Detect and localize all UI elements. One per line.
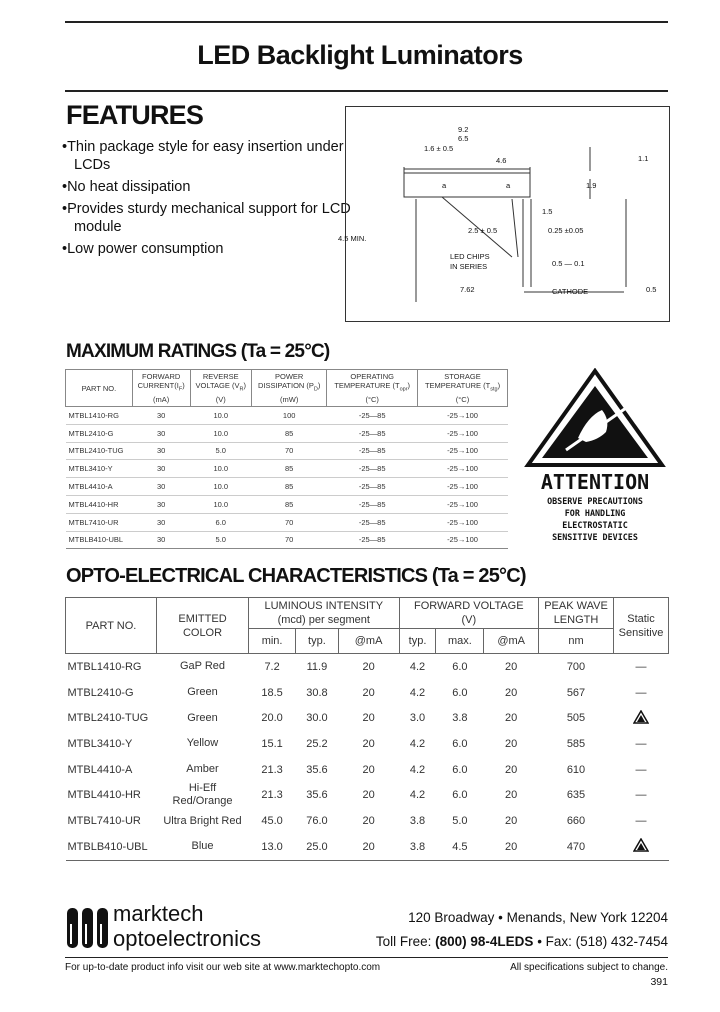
- mr-cell: MTBL1410-RG: [66, 407, 133, 425]
- opto-value: 20: [362, 712, 375, 725]
- opto-color-line: Green: [187, 711, 218, 724]
- mr-col-header: [418, 370, 508, 407]
- mr-cell: 70: [251, 531, 326, 549]
- dim-label: 6.5: [458, 134, 469, 143]
- mr-cell: -25—85: [327, 460, 418, 478]
- opto-static: [614, 834, 669, 860]
- web-note: For up-to-date product info visit our web site at www.marktechopto.com: [65, 962, 381, 973]
- opto-row: [66, 731, 669, 757]
- dim-label: 4.5 MIN.: [338, 234, 367, 243]
- opto-value: 11.9: [306, 660, 328, 673]
- opto-value: 660: [566, 815, 586, 828]
- mr-cell: -25—85: [327, 495, 418, 513]
- opto-part: MTBL4410-A: [67, 763, 133, 776]
- mr-cell: 85: [251, 478, 326, 496]
- max-ratings-heading: MAXIMUM RATINGS (Ta = 25°C): [66, 341, 330, 362]
- mr-row: [66, 460, 508, 478]
- dim-label: 1.5: [542, 207, 553, 216]
- mr-cell: 85: [251, 424, 326, 442]
- opto-value: 4.2: [409, 789, 426, 802]
- peak-header-line: PEAK WAVE: [544, 600, 608, 612]
- mr-col-header: [190, 370, 251, 407]
- fax: • Fax: (518) 432-7454: [533, 934, 668, 949]
- opto-row: [66, 680, 669, 706]
- mr-header-unit: (mA): [153, 394, 170, 404]
- dim-label: 9.2: [458, 125, 469, 134]
- opto-value: 20: [362, 737, 375, 750]
- opto-sub-header: typ.: [296, 629, 338, 654]
- opto-value: 30.0: [306, 712, 328, 725]
- esd-sensitive-icon: [633, 710, 649, 724]
- footer-rule: [65, 957, 668, 958]
- mr-header-line: ): [317, 381, 321, 391]
- opto-color-line: Ultra Bright Red: [163, 814, 242, 827]
- mr-header-line: FORWARD: [141, 372, 181, 382]
- mr-cell: 10.0: [190, 407, 251, 425]
- dim-label: CATHODE: [552, 287, 589, 296]
- opto-value: 20: [362, 789, 375, 802]
- dim-label: 0.25 ±0.05: [548, 226, 584, 235]
- opto-value: 505: [566, 712, 586, 725]
- opto-part: MTBLB410-UBL: [66, 834, 157, 860]
- mr-row: [66, 478, 508, 496]
- col-part: PART NO.: [66, 598, 157, 654]
- opto-value: 7.2: [264, 660, 280, 673]
- mr-cell: -25→100: [418, 531, 508, 549]
- opto-value: 4.5: [436, 834, 484, 860]
- mr-header-line: VOLTAGE (V: [195, 381, 240, 391]
- opto-value: 20: [362, 815, 375, 828]
- opto-value: 6.0: [452, 789, 468, 802]
- opto-sub-header: @mA: [484, 629, 539, 654]
- opto-value: 21.3: [261, 789, 283, 802]
- opto-value: 25.2: [306, 737, 328, 750]
- title-rule: [65, 90, 668, 92]
- mr-header-line: CURRENT(I: [137, 381, 179, 391]
- marktech-logo: [65, 904, 111, 953]
- attention-notice: [522, 368, 668, 543]
- opto-value: 15.1: [261, 737, 283, 750]
- opto-color: [157, 808, 249, 834]
- opto-value: 6.0: [452, 686, 468, 699]
- mr-cell: MTBL2410-TUG: [66, 442, 133, 460]
- opto-static: [614, 705, 669, 731]
- attention-title: ATTENTION: [540, 470, 650, 494]
- color-header-line: EMITTED: [178, 612, 227, 625]
- mr-cell: 30: [132, 513, 190, 531]
- opto-sub-header: max.: [436, 629, 484, 654]
- mr-header-unit: (°C): [365, 394, 379, 404]
- top-rule: [65, 21, 668, 23]
- opto-value: 20: [505, 815, 518, 828]
- mr-col-header: [251, 370, 326, 407]
- opto-color: [157, 757, 249, 783]
- mr-row: [66, 495, 508, 513]
- opto-color: [157, 834, 249, 860]
- mr-cell: 100: [251, 407, 326, 425]
- esd-sensitive-icon: [633, 838, 649, 852]
- opto-sub-header: @mA: [338, 629, 399, 654]
- mr-cell: 10.0: [190, 424, 251, 442]
- opto-value: 635: [566, 789, 586, 802]
- mr-cell: -25—85: [327, 407, 418, 425]
- dim-label: 2.5 ± 0.5: [468, 226, 498, 235]
- toll-free-number: (800) 98-4LEDS: [435, 934, 534, 949]
- led-logo-icon: [65, 904, 111, 948]
- mr-header-unit: (V): [215, 394, 226, 404]
- contact-line: [376, 934, 668, 949]
- dim-label: IN SERIES: [450, 262, 488, 271]
- mr-cell: -25—85: [327, 531, 418, 549]
- opto-value: 20: [362, 660, 375, 673]
- opto-static: —: [635, 815, 647, 828]
- opto-color-line: Blue: [191, 840, 214, 853]
- opto-static: —: [635, 763, 647, 776]
- address: 120 Broadway • Menands, New York 12204: [408, 910, 668, 925]
- mr-cell: 5.0: [190, 531, 251, 549]
- spec-note: All specifications subject to change.: [510, 962, 668, 973]
- opto-value: 21.3: [261, 763, 283, 776]
- opto-value: 25.0: [296, 834, 338, 860]
- fv-header-line: FORWARD VOLTAGE: [413, 600, 524, 612]
- mr-header-text: PART NO.: [81, 383, 117, 393]
- feature-item: • Thin package style for easy insertion under LCDs: [62, 138, 352, 174]
- max-ratings-table: [65, 369, 508, 549]
- features-heading: FEATURES: [66, 100, 204, 130]
- col-lum: [249, 598, 400, 629]
- mr-header-line: ): [497, 381, 501, 391]
- feature-item: • Provides sturdy mechanical support for LCD module: [62, 200, 352, 236]
- mr-row: [66, 531, 508, 549]
- mr-header-unit: (°C): [455, 394, 470, 404]
- opto-table: [65, 597, 669, 861]
- attention-line: FOR HANDLING: [564, 508, 626, 518]
- opto-part: MTBL1410-RG: [67, 660, 142, 673]
- opto-value: 13.0: [249, 834, 296, 860]
- chip-label: a: [442, 181, 447, 190]
- opto-value: 585: [566, 737, 586, 750]
- opto-color: [157, 705, 249, 731]
- mr-header-sub: R: [239, 386, 244, 393]
- mr-cell: 6.0: [190, 513, 251, 531]
- opto-part: MTBL4410-HR: [67, 789, 141, 802]
- col-fv: [399, 598, 538, 629]
- opto-value: 3.8: [409, 815, 426, 828]
- opto-color-line: GaP Red: [179, 660, 226, 673]
- mr-row: [66, 407, 508, 425]
- opto-value: 20: [505, 763, 518, 776]
- mr-header-line: POWER: [275, 372, 304, 382]
- opto-color: [157, 782, 249, 808]
- opto-value: 20: [362, 686, 375, 699]
- mr-row: [66, 424, 508, 442]
- opto-color-line: Green: [187, 686, 218, 699]
- color-header-line: COLOR: [182, 626, 223, 639]
- features-list: [62, 138, 352, 262]
- opto-part: MTBL7410-UR: [67, 815, 141, 828]
- mr-cell: 10.0: [190, 478, 251, 496]
- mr-header-line: DISSIPATION (P: [257, 381, 314, 391]
- mr-cell: -25→100: [418, 442, 508, 460]
- brand-line2: optoelectronics: [113, 926, 261, 951]
- opto-color-line: Red/Orange: [172, 795, 233, 808]
- mr-cell: 30: [132, 460, 190, 478]
- mr-cell: 30: [132, 495, 190, 513]
- opto-value: 45.0: [261, 815, 283, 828]
- opto-static: —: [635, 660, 647, 673]
- opto-value: 4.2: [409, 686, 426, 699]
- brand-line1: marktech: [113, 901, 204, 926]
- opto-value: 3.8: [399, 834, 436, 860]
- mr-header-line: STORAGE: [444, 372, 481, 382]
- opto-value: 76.0: [306, 815, 328, 828]
- mr-header-sub: stg: [490, 386, 498, 393]
- lum-header-line: (mcd) per segment: [277, 614, 370, 626]
- mr-cell: 70: [251, 513, 326, 531]
- feature-item: • Low power consumption: [62, 240, 352, 258]
- opto-color: [157, 731, 249, 757]
- opto-value: 610: [566, 763, 586, 776]
- mr-header-sub: F: [178, 386, 183, 393]
- mr-cell: MTBL3410-Y: [66, 460, 133, 478]
- opto-value: 6.0: [452, 763, 468, 776]
- dim-label: LED CHIPS: [450, 252, 490, 261]
- opto-value: 20: [505, 789, 518, 802]
- mr-col-header: [66, 370, 133, 407]
- opto-part: MTBL3410-Y: [67, 737, 133, 750]
- fv-header-line: (V): [461, 614, 477, 626]
- mr-header-line: ): [243, 381, 246, 391]
- page-title: LED Backlight Luminators: [197, 40, 523, 70]
- opto-value: 20: [362, 763, 375, 776]
- dim-label: 1.9: [586, 181, 597, 190]
- opto-value: 20: [484, 834, 539, 860]
- opto-color-line: Amber: [186, 763, 219, 776]
- opto-value: 470: [539, 834, 614, 860]
- dim-label: 1.6 ± 0.5: [424, 144, 454, 153]
- peak-header-line: LENGTH: [553, 614, 599, 626]
- opto-value: 4.2: [409, 763, 426, 776]
- feature-item: • No heat dissipation: [62, 178, 352, 196]
- mr-cell: -25—85: [327, 513, 418, 531]
- esd-warning-icon: [522, 368, 668, 468]
- mr-header-line: TEMPERATURE (T: [424, 381, 491, 391]
- opto-value: 5.0: [452, 815, 468, 828]
- opto-value: 20.0: [261, 712, 283, 725]
- opto-heading: OPTO-ELECTRICAL CHARACTERISTICS (Ta = 25°C): [66, 565, 526, 587]
- opto-value: 4.2: [409, 737, 426, 750]
- dim-label: 0.5 — 0.1: [552, 259, 585, 268]
- opto-part: MTBL2410-G: [67, 686, 134, 699]
- opto-sub-header: typ.: [399, 629, 436, 654]
- mr-cell: 10.0: [190, 460, 251, 478]
- opto-value: 3.8: [452, 712, 468, 725]
- opto-sub-header: min.: [249, 629, 296, 654]
- opto-value: 20: [505, 712, 518, 725]
- mr-cell: 70: [251, 442, 326, 460]
- mr-cell: -25→100: [418, 407, 508, 425]
- mr-header-line: REVERSE: [202, 372, 239, 382]
- opto-value: 3.0: [409, 712, 426, 725]
- dim-label: 4.6: [496, 156, 507, 165]
- static-header-line: Sensitive: [618, 626, 664, 639]
- lum-header-line: LUMINOUS INTENSITY: [264, 600, 384, 612]
- opto-value: 6.0: [452, 737, 468, 750]
- opto-value: 35.6: [306, 763, 328, 776]
- opto-value: 18.5: [261, 686, 283, 699]
- mr-cell: -25→100: [418, 478, 508, 496]
- mr-cell: -25→100: [418, 460, 508, 478]
- dim-label: 1.1: [638, 154, 649, 163]
- mr-cell: -25→100: [418, 495, 508, 513]
- opto-static: —: [635, 686, 647, 699]
- opto-value: 700: [566, 660, 586, 673]
- col-peak: [539, 598, 614, 629]
- mr-cell: 30: [132, 424, 190, 442]
- mr-cell: 5.0: [190, 442, 251, 460]
- toll-free-label: Toll Free:: [375, 934, 436, 949]
- mr-header-sub: opr: [399, 386, 408, 393]
- attention-line: SENSITIVE DEVICES: [552, 532, 638, 542]
- mr-row: [66, 442, 508, 460]
- mr-cell: 30: [132, 531, 190, 549]
- opto-value: 35.6: [306, 789, 328, 802]
- package-diagram: [338, 106, 670, 322]
- attention-line: OBSERVE PRECAUTIONS: [547, 496, 643, 506]
- mr-header-line: ): [407, 381, 411, 391]
- chip-label: a: [506, 181, 511, 190]
- mr-cell: 30: [132, 478, 190, 496]
- opto-row: [66, 654, 669, 680]
- opto-value: 4.2: [409, 660, 426, 673]
- opto-value: 20: [505, 737, 518, 750]
- package-body: [404, 173, 530, 197]
- opto-sub-header: nm: [539, 629, 614, 654]
- mr-cell: MTBL4410-A: [66, 478, 133, 496]
- opto-value: 567: [566, 686, 586, 699]
- col-color: [157, 598, 249, 654]
- mr-cell: 85: [251, 460, 326, 478]
- mr-cell: -25→100: [418, 513, 508, 531]
- dim-label: 7.62: [460, 285, 475, 294]
- mr-cell: -25—85: [327, 442, 418, 460]
- opto-color: [157, 680, 249, 706]
- mr-header-line: OPERATING: [350, 372, 394, 382]
- opto-color-line: Hi-Eff: [188, 782, 217, 795]
- opto-row: [66, 705, 669, 731]
- opto-color: [157, 654, 249, 680]
- mr-cell: MTBL2410-G: [66, 424, 133, 442]
- opto-row: [66, 757, 669, 783]
- opto-row: [66, 834, 669, 860]
- mr-col-header: [327, 370, 418, 407]
- mr-cell: 30: [132, 442, 190, 460]
- opto-static: —: [635, 737, 647, 750]
- attention-line: ELECTROSTATIC: [562, 520, 628, 530]
- col-static: [614, 598, 669, 654]
- mr-cell: -25—85: [327, 478, 418, 496]
- mr-cell: 10.0: [190, 495, 251, 513]
- mr-header-line: TEMPERATURE (T: [334, 381, 400, 391]
- dim-label: 0.5: [646, 285, 657, 294]
- opto-part: MTBL2410-TUG: [67, 712, 149, 725]
- mr-header-sub: D: [313, 386, 318, 393]
- opto-value: 20: [338, 834, 399, 860]
- mr-cell: MTBLB410-UBL: [66, 531, 133, 549]
- page-number: 391: [650, 976, 668, 988]
- mr-header-line: ): [182, 381, 185, 391]
- mr-cell: 30: [132, 407, 190, 425]
- opto-value: 6.0: [452, 660, 468, 673]
- static-header-line: Static: [627, 612, 655, 625]
- mr-cell: -25→100: [418, 424, 508, 442]
- opto-row: [66, 808, 669, 834]
- mr-cell: 85: [251, 495, 326, 513]
- opto-value: 30.8: [306, 686, 328, 699]
- mr-cell: MTBL7410-UR: [66, 513, 133, 531]
- opto-static: —: [635, 789, 647, 802]
- opto-value: 20: [505, 660, 518, 673]
- opto-value: 20: [505, 686, 518, 699]
- mr-row: [66, 513, 508, 531]
- mr-cell: -25—85: [327, 424, 418, 442]
- mr-cell: MTBL4410-HR: [66, 495, 133, 513]
- package-dimension-drawing: [346, 107, 669, 321]
- mr-col-header: [132, 370, 190, 407]
- mr-header-unit: (mW): [280, 394, 299, 404]
- opto-row: [66, 782, 669, 808]
- opto-color-line: Yellow: [186, 737, 219, 750]
